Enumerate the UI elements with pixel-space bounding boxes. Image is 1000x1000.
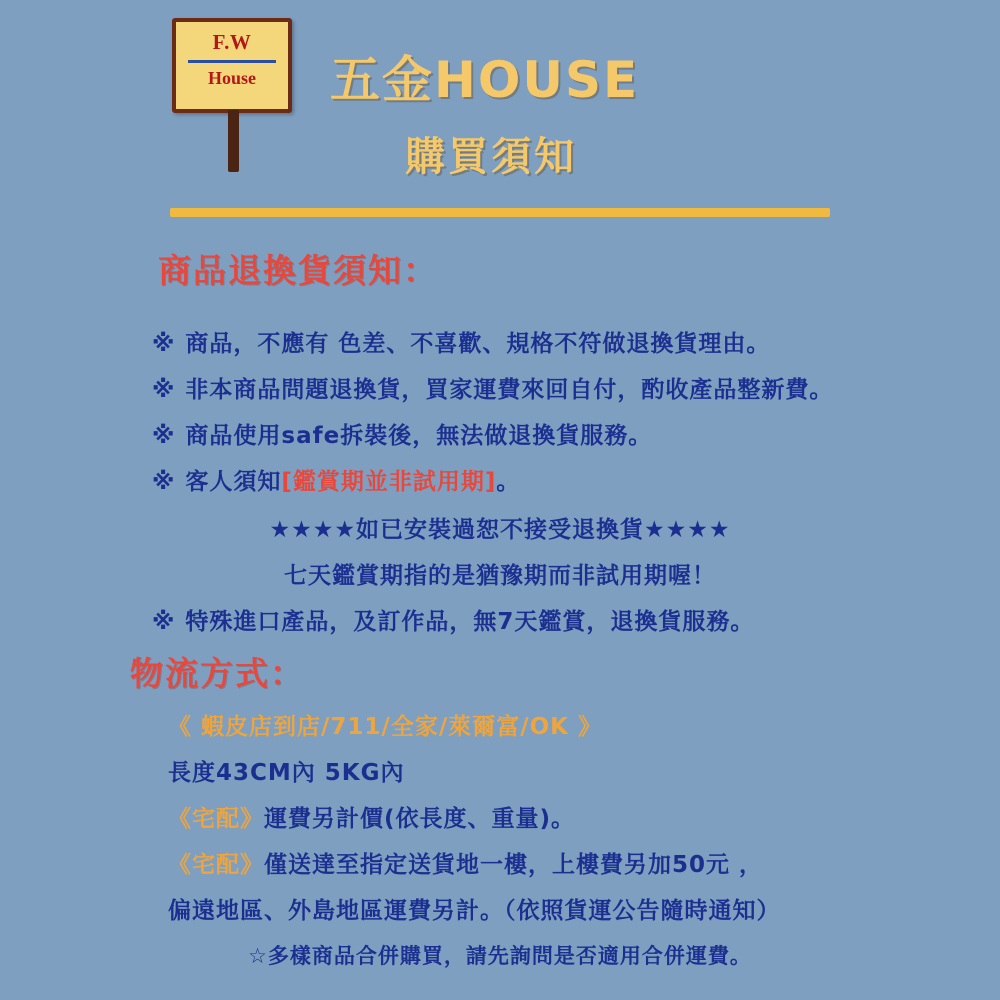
sign-bottom-text: House: [207, 68, 256, 88]
returns-center-line-2: 七天鑑賞期指的是猶豫期而非試用期喔！: [284, 563, 716, 589]
bullet-mark: ※: [152, 377, 176, 403]
sign-top-text: F.W: [212, 30, 252, 54]
returns-bullet-2: [152, 371, 833, 404]
bullet-text: 商品使用safe拆裝後，無法做退換貨服務。: [185, 423, 653, 449]
shipping-line-2: 長度43CM內 5KG內: [168, 760, 405, 786]
page-header: [0, 0, 1000, 200]
bullet-text: 特殊進口產品，及訂作品，無7天鑑賞，退換貨服務。: [185, 609, 755, 635]
shipping-line-4-prefix: 《宅配》: [168, 852, 264, 878]
bullet-highlight: [鑑賞期並非試用期]: [281, 469, 497, 495]
returns-section-title: 商品退換貨須知：: [158, 251, 438, 290]
sign-post: [228, 110, 239, 172]
shipping-line-3: [168, 800, 575, 833]
returns-bullet-1: [152, 325, 770, 358]
shipping-line-3-text: 運費另計價(依長度、重量)。: [264, 806, 576, 832]
shipping-line-3-prefix: 《宅配》: [168, 806, 264, 832]
bullet-text: 商品，不應有 色差、不喜歡、規格不符做退換貨理由。: [185, 331, 771, 357]
header-divider: [170, 208, 830, 217]
bullet-text: 非本商品問題退換貨，買家運費來回自付，酌收產品整新費。: [185, 377, 834, 403]
bullet-label: 客人須知: [185, 469, 282, 495]
returns-bullet-5: [152, 603, 754, 636]
bullet-suffix: 。: [496, 469, 521, 495]
page-subtitle: 購買須知: [405, 134, 577, 180]
bullet-mark: ※: [152, 469, 176, 495]
shipping-line-5: 偏遠地區、外島地區運費另計。（依照貨運公告隨時通知）: [168, 898, 781, 924]
shop-sign-logo: [172, 18, 292, 113]
shipping-line-4: [168, 846, 763, 879]
bullet-mark: ※: [152, 331, 176, 357]
shipping-line-4-text: 僅送達至指定送貨地一樓，上樓費另加50元 ，: [264, 852, 764, 878]
returns-bullet-4: [152, 463, 520, 496]
bullet-mark: ※: [152, 609, 176, 635]
shipping-section-title: 物流方式：: [130, 654, 305, 693]
bullet-mark: ※: [152, 423, 176, 449]
shipping-line-1: 《 蝦皮店到店/711/全家/萊爾富/OK 》: [168, 714, 603, 740]
sign-divider: [188, 60, 275, 63]
returns-bullet-3: [152, 417, 652, 450]
shipping-footer-note: ☆多樣商品合併購買，請先詢問是否適用合併運費。: [248, 944, 752, 968]
returns-center-line-1: ★★★★如已安裝過恕不接受退換貨★★★★: [269, 517, 731, 543]
page-title: 五金HOUSE: [330, 51, 640, 109]
